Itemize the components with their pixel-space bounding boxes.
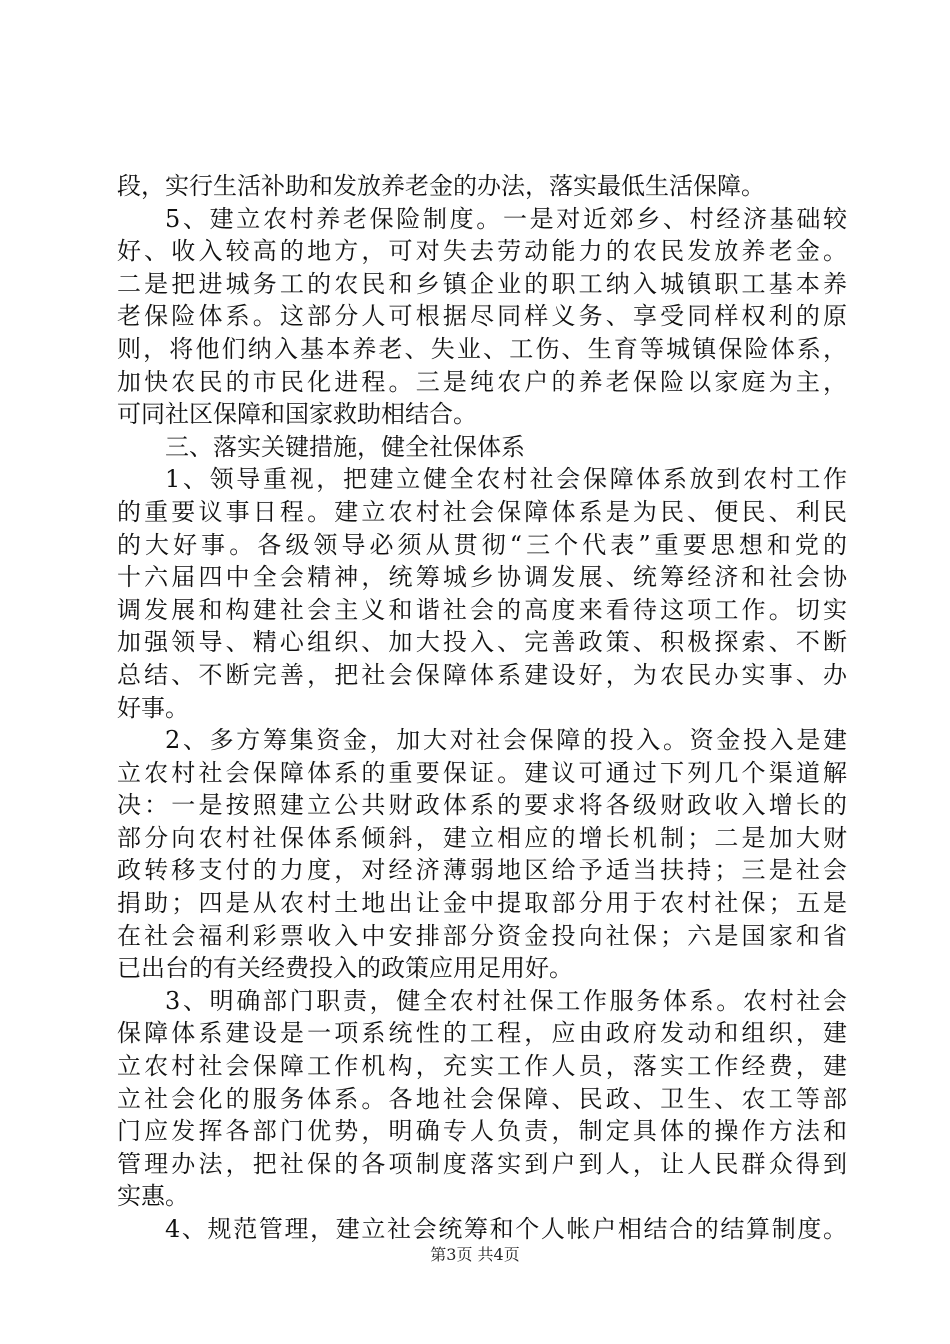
text-line: 2、多方筹集资金，加大对社会保障的投入。资金投入是建 bbox=[165, 726, 847, 755]
text-line: 立农村社会保障工作机构，充实工作人员，落实工作经费，建 bbox=[117, 1052, 847, 1081]
text-line: 的大好事。各级领导必须从贯彻“三个代表”重要思想和党的 bbox=[117, 530, 847, 559]
text-line: 5、建立农村养老保险制度。一是对近郊乡、村经济基础较 bbox=[165, 204, 847, 233]
text-line: 决：一是按照建立公共财政体系的要求将各级财政收入增长的 bbox=[117, 791, 847, 820]
text-line: 老保险体系。这部分人可根据尽同样义务、享受同样权利的原 bbox=[117, 302, 847, 331]
text-line: 调发展和构建社会主义和谐社会的高度来看待这项工作。切实 bbox=[117, 595, 847, 624]
text-line: 十六届四中全会精神，统筹城乡协调发展、统筹经济和社会协 bbox=[117, 563, 847, 592]
text-line: 门应发挥各部门优势，明确专人负责，制定具体的操作方法和 bbox=[117, 1117, 847, 1146]
text-line: 好事。 bbox=[117, 693, 189, 722]
text-line: 则，将他们纳入基本养老、失业、工伤、生育等城镇保险体系， bbox=[117, 334, 847, 363]
text-line: 好、收入较高的地方，可对失去劳动能力的农民发放养老金。 bbox=[117, 237, 847, 266]
text-line: 已出台的有关经费投入的政策应用足用好。 bbox=[117, 954, 573, 983]
text-line: 总结、不断完善，把社会保障体系建设好，为农民办实事、办 bbox=[117, 660, 847, 689]
text-line: 保障体系建设是一项系统性的工程，应由政府发动和组织，建 bbox=[117, 1019, 847, 1048]
text-line: 的重要议事日程。建立农村社会保障体系是为民、便民、利民 bbox=[117, 497, 847, 526]
text-line: 可同社区保障和国家救助相结合。 bbox=[117, 400, 477, 429]
text-line: 4、规范管理，建立社会统筹和个人帐户相结合的结算制度。 bbox=[165, 1215, 847, 1243]
text-line: 实惠。 bbox=[117, 1182, 189, 1211]
text-line: 1、领导重视，把建立健全农村社会保障体系放到农村工作 bbox=[165, 465, 847, 494]
text-line: 三、落实关键措施，健全社保体系 bbox=[165, 432, 525, 461]
text-line: 立农村社会保障体系的重要保证。建议可通过下列几个渠道解 bbox=[117, 758, 847, 787]
text-line: 捐助；四是从农村土地出让金中提取部分用于农村社保；五是 bbox=[117, 889, 847, 918]
document-body bbox=[117, 170, 847, 1246]
text-line: 管理办法，把社保的各项制度落实到户到人，让人民群众得到 bbox=[117, 1149, 847, 1178]
text-line: 部分向农村社保体系倾斜，建立相应的增长机制；二是加大财 bbox=[117, 823, 847, 852]
text-line: 政转移支付的力度，对经济薄弱地区给予适当扶持；三是社会 bbox=[117, 856, 847, 885]
page-number-footer: 第3页 共4页 bbox=[430, 1245, 520, 1264]
text-line: 加快农民的市民化进程。三是纯农户的养老保险以家庭为主， bbox=[117, 367, 847, 396]
text-line: 立社会化的服务体系。各地社会保障、民政、卫生、农工等部 bbox=[117, 1084, 847, 1113]
text-line: 二是把进城务工的农民和乡镇企业的职工纳入城镇职工基本养 bbox=[117, 269, 847, 298]
text-line: 在社会福利彩票收入中安排部分资金投向社保；六是国家和省 bbox=[117, 921, 847, 950]
text-line: 段，实行生活补助和发放养老金的办法，落实最低生活保障。 bbox=[117, 172, 765, 200]
text-line: 加强领导、精心组织、加大投入、完善政策、积极探索、不断 bbox=[117, 628, 847, 657]
text-line: 3、明确部门职责，健全农村社保工作服务体系。农村社会 bbox=[165, 986, 847, 1015]
